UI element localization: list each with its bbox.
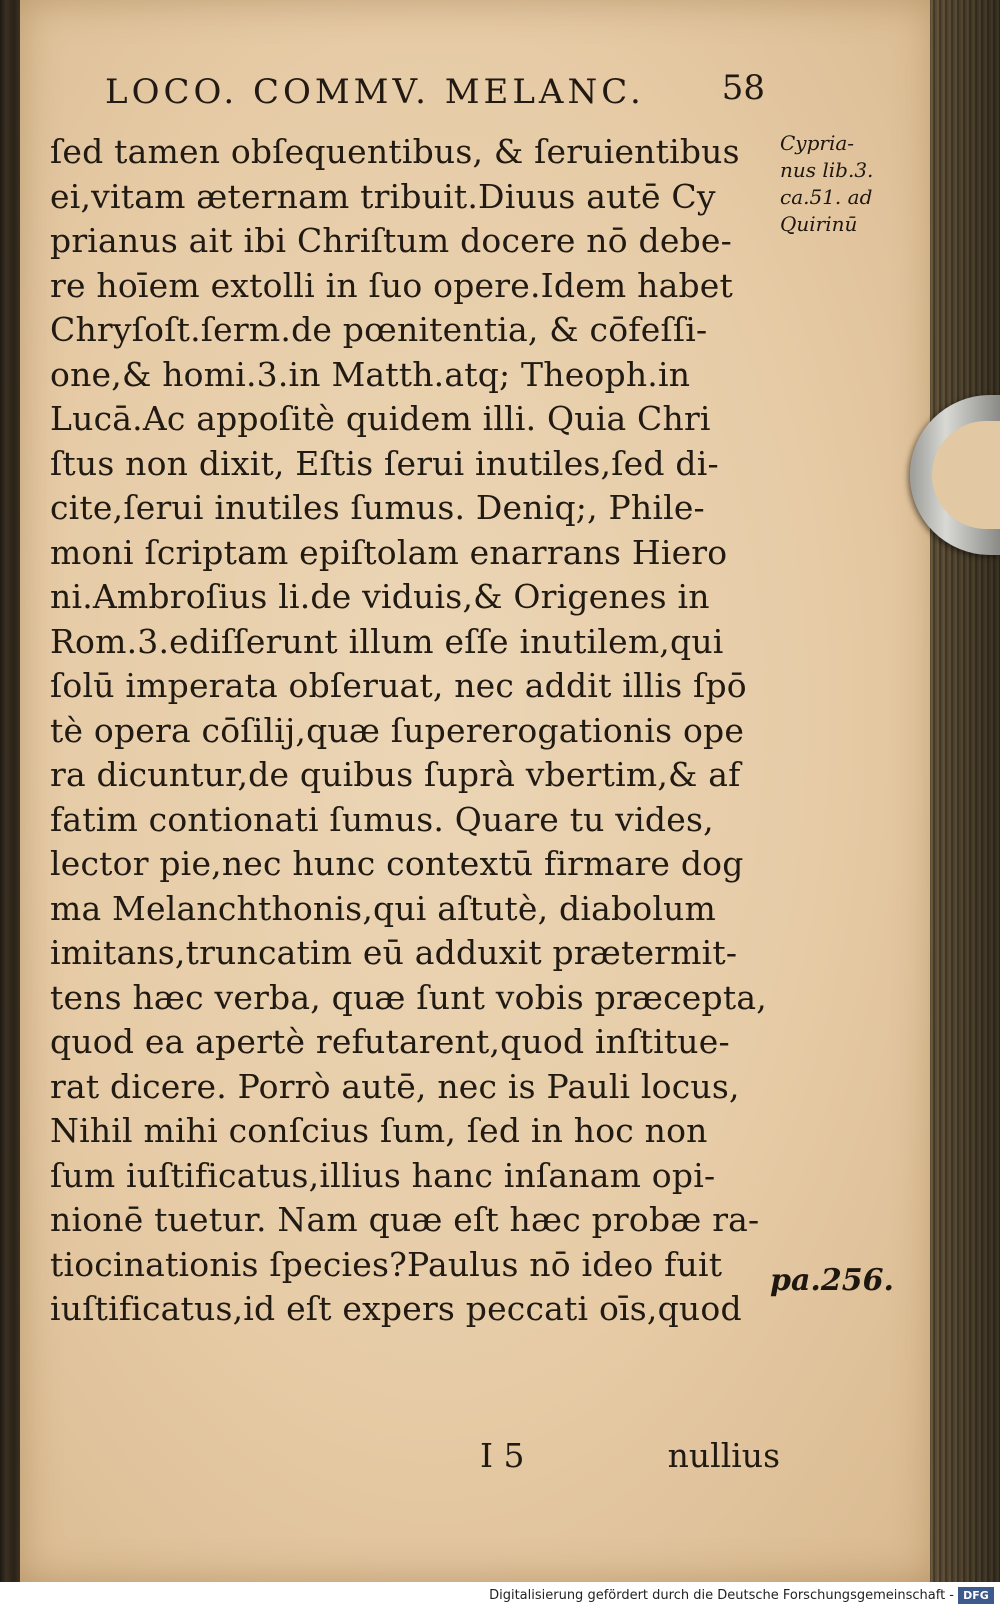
page-footer — [20, 1436, 780, 1482]
text-line: Chryſoſt.ſerm.de pœnitentia, & cōfeſſi- — [50, 310, 708, 349]
text-line: ni.Ambroſius li.de viduis,& Origenes in — [50, 577, 710, 616]
folio-number: 58 — [721, 68, 765, 108]
text-line: moni ſcriptam epiſtolam enarrans Hiero — [50, 532, 728, 572]
credit-bar — [0, 1582, 1000, 1611]
margin-note-line: Quirinū — [780, 212, 858, 236]
text-line: Nihil mihi conſcius ſum, ſed in hoc non — [50, 1111, 708, 1150]
book-page — [20, 0, 935, 1582]
text-line: fatim contionati ſumus. Quare tu vides, — [50, 799, 714, 839]
text-line: Rom.3.ediſſerunt illum eſſe inutilem,qui — [50, 621, 724, 661]
text-line: re hoīem extolli in ſuo opere.Idem habet — [50, 265, 733, 305]
credit-text: Digitalisierung gefördert durch die Deutsche Forschungsgemeinschaft - — [489, 1588, 954, 1603]
text-line: Lucā.Ac appoſitè quidem illi. Quia Chri — [50, 399, 711, 438]
text-line: ra dicuntur,de quibus ſuprà vbertim,& af — [50, 755, 741, 794]
text-line: ſtus non dixit, Eſtis ſerui inutiles,ſed di- — [50, 443, 719, 483]
body-text — [50, 130, 775, 1332]
text-line: lector pie,nec hunc contextū firmare dog — [50, 844, 744, 883]
text-line: ſum iuſtificatus,illius hanc inſanam opi- — [50, 1155, 716, 1195]
text-line: tens hæc verba, quæ ſunt vobis præcepta, — [50, 977, 767, 1017]
text-line: ma Melanchthonis,qui aſtutè, diabolum — [50, 888, 717, 928]
text-line: iuſtificatus,id eſt expers peccati oīs,quod — [50, 1289, 742, 1328]
text-line: ſolū imperata obſeruat, nec addit illis ſpō — [50, 666, 747, 705]
margin-note-cyprianus — [780, 130, 900, 238]
margin-note-line: nus lib.3. — [780, 158, 874, 182]
text-line: cite,ſerui inutiles ſumus. Deniq;, Phile- — [50, 488, 705, 527]
margin-note-page-ref: pa.256. — [770, 1263, 894, 1298]
text-line: ſed tamen obſequentibus, & ſeruientibus — [50, 132, 740, 171]
dfg-logo: DFG — [958, 1587, 994, 1604]
catchword: nullius — [667, 1436, 780, 1475]
text-line: rat dicere. Porrò autē, nec is Pauli locus, — [50, 1066, 740, 1106]
text-line: quod ea apertè refutarent,quod inſtitue- — [50, 1022, 730, 1061]
signature-mark: I 5 — [480, 1436, 525, 1475]
running-head: LOCO. COMMV. MELANC. — [105, 72, 645, 112]
text-line: ei,vitam æternam tribuit.Diuus autē Cy — [50, 176, 716, 216]
page-edges — [930, 0, 1000, 1582]
text-line: imitans,truncatim eū adduxit prætermit- — [50, 933, 738, 972]
text-line: prianus ait ibi Chriſtum docere nō debe- — [50, 221, 732, 260]
text-line: tè opera cōſilij,quæ ſupererogationis ope — [50, 710, 745, 750]
text-line: nionē tuetur. Nam quæ eſt hæc probæ ra- — [50, 1200, 760, 1239]
text-line: one,& homi.3.in Matth.atq; Theoph.in — [50, 354, 691, 394]
text-line: tiocinationis ſpecies?Paulus nō ideo fuit — [50, 1244, 723, 1284]
margin-note-line: Cypria- — [780, 131, 855, 155]
page-header — [105, 68, 765, 122]
margin-note-line: ca.51. ad — [780, 185, 873, 209]
